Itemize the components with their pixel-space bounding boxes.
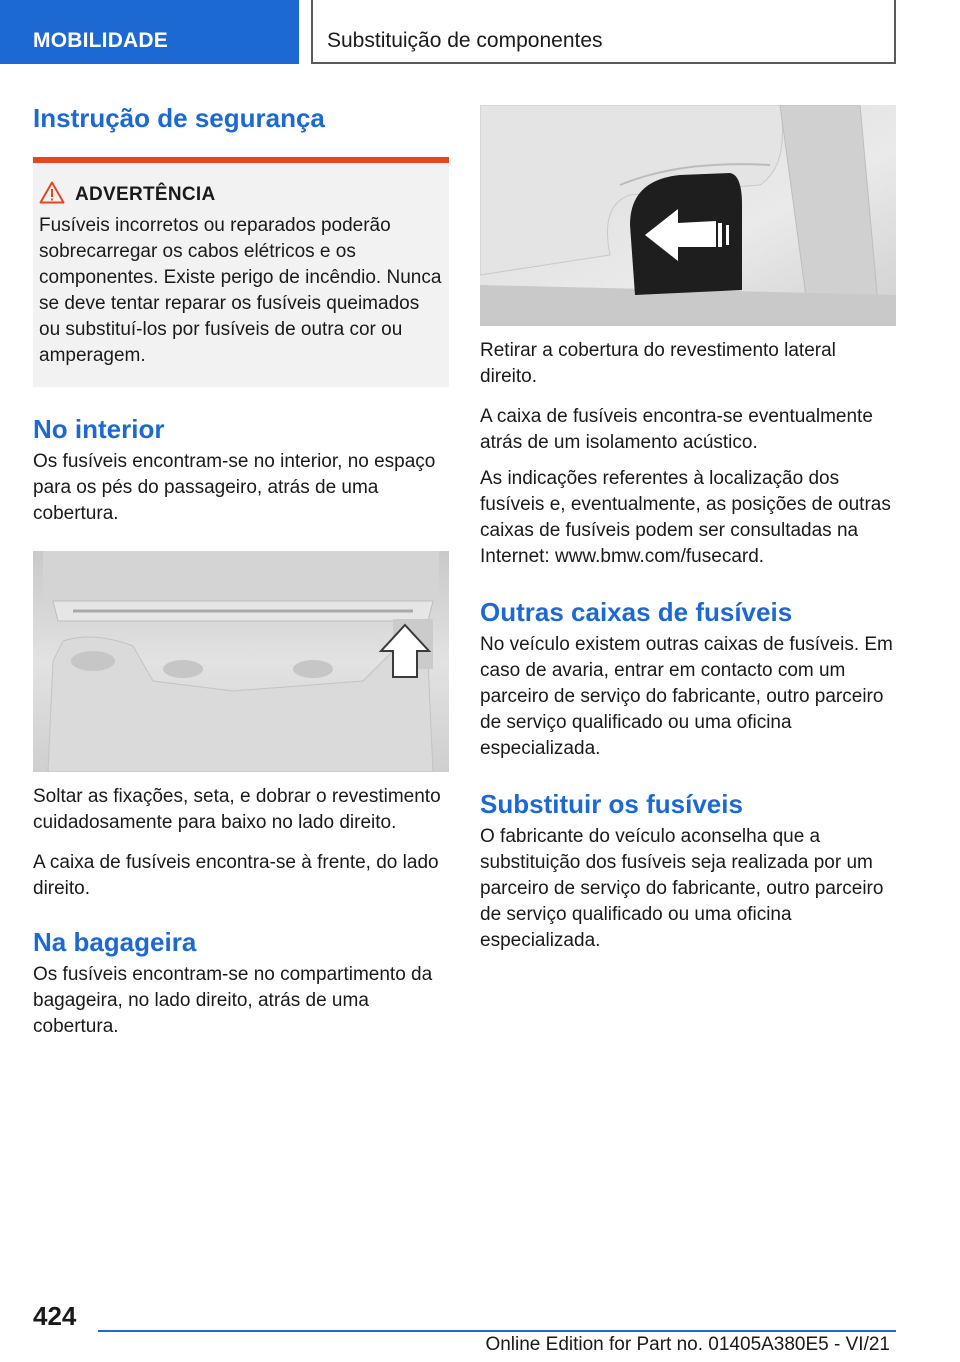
warning-title xyxy=(39,181,443,209)
footer-divider xyxy=(98,1330,896,1332)
luggage-section xyxy=(33,926,449,1040)
interior-step1: Soltar as fixações, seta, e dobrar o revestimento cuidadosamente para baixo no lado direito. xyxy=(33,786,441,833)
other-boxes-section xyxy=(480,596,896,762)
footer-edition: Online Edition for Part no. 01405A380E5 - VI/21 xyxy=(485,1334,890,1355)
warning-text: Fusíveis incorretos ou reparados poderão sobrecarregar os cabos elétricos e os componentes. Existe perigo de incêndio. Nunca se deve tentar reparar os fusíveis queimados ou substituí-los por fusíveis de outra cor ou amperagem. xyxy=(39,215,442,366)
header-chapter-box xyxy=(311,0,896,64)
replace-section xyxy=(480,788,896,954)
interior-heading: No interior xyxy=(33,414,165,444)
luggage-figure xyxy=(480,105,896,326)
safety-heading: Instrução de segurança xyxy=(33,103,325,133)
header-section-tab xyxy=(0,0,299,64)
luggage-intro: Os fusíveis encontram-se no compartimento da bagageira, no lado direito, atrás de uma cobertura. xyxy=(33,964,433,1037)
left-column xyxy=(33,102,449,1040)
luggage-step3: As indicações referentes à localização dos fusíveis e, eventualmente, as posições de outras caixas de fusíveis podem ser consultadas na Internet: www.bmw.com/fusecard. xyxy=(480,468,891,567)
luggage-step2: A caixa de fusíveis encontra-se eventualmente atrás de um isolamento acústico. xyxy=(480,406,873,453)
header-chapter-label: Substituição de componentes xyxy=(327,29,603,52)
warning-triangle-icon xyxy=(39,181,65,209)
right-column xyxy=(480,105,896,954)
header-section-label: MOBILIDADE xyxy=(33,29,168,52)
interior-section xyxy=(33,413,449,527)
other-boxes-heading: Outras caixas de fusíveis xyxy=(480,597,793,627)
interior-step2: A caixa de fusíveis encontra-se à frente, do lado direito. xyxy=(33,852,439,899)
interior-figure xyxy=(33,551,449,772)
warning-box xyxy=(33,157,449,387)
luggage-step1: Retirar a cobertura do revestimento lateral direito. xyxy=(480,340,836,387)
page-number: 424 xyxy=(33,1301,77,1331)
replace-text: O fabricante do veículo aconselha que a substituição dos fusíveis seja realizada por um parceiro de serviço do fabricante, outro parceiro de serviço qualificado ou uma oficina especializada. xyxy=(480,826,884,951)
replace-heading: Substituir os fusíveis xyxy=(480,789,743,819)
other-boxes-text: No veículo existem outras caixas de fusíveis. Em caso de avaria, entrar em contacto com um parceiro de serviço do fabricante, outro parceiro de serviço qualificado ou uma oficina especializada. xyxy=(480,634,893,759)
warning-label: ADVERTÊNCIA xyxy=(75,184,216,205)
luggage-heading: Na bagageira xyxy=(33,927,197,957)
interior-intro: Os fusíveis encontram-se no interior, no espaço para os pés do passageiro, atrás de uma cobertura. xyxy=(33,451,436,524)
